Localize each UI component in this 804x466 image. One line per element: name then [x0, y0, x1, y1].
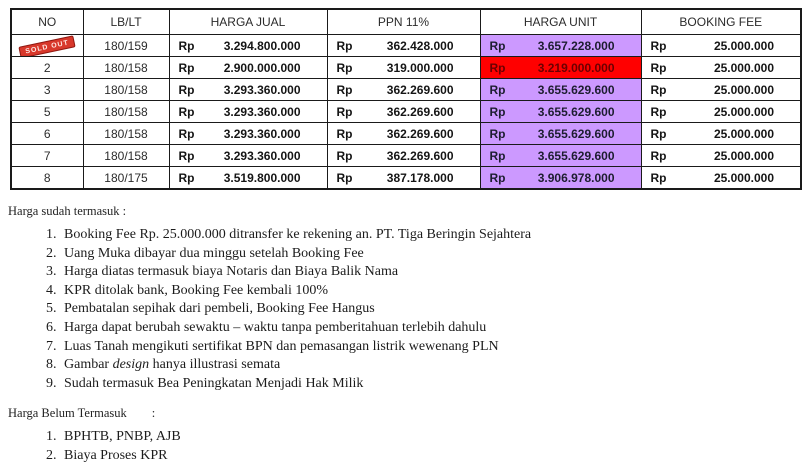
currency-label: Rp	[336, 170, 353, 185]
cell-booking-fee-value: 25.000.000	[713, 148, 774, 163]
table-row	[11, 35, 801, 57]
currency-label: Rp	[178, 170, 195, 185]
cell-booking-fee	[641, 123, 801, 145]
cell-no: 3	[11, 79, 83, 101]
cell-ppn-value: 362.269.600	[386, 148, 454, 163]
cell-lblt: 180/158	[83, 57, 169, 79]
currency-label: Rp	[650, 126, 667, 141]
cell-no: 5	[11, 101, 83, 123]
cell-booking-fee	[641, 35, 801, 57]
cell-booking-fee	[641, 79, 801, 101]
cell-harga-jual-value: 3.293.360.000	[223, 104, 301, 119]
note-item: 4. KPR ditolak bank, Booking Fee kembali 100%	[60, 282, 798, 301]
cell-ppn-value: 362.428.000	[386, 38, 454, 53]
cell-harga-unit-value: 3.655.629.600	[537, 126, 615, 141]
note-item: 6. Harga dapat berubah sewaktu – waktu tanpa pemberitahuan terlebih dahulu	[60, 319, 798, 338]
cell-no: 2	[11, 57, 83, 79]
header-harga-jual: HARGA JUAL	[169, 9, 327, 35]
cell-harga-jual	[169, 167, 327, 190]
cell-harga-jual-value: 2.900.000.000	[223, 60, 301, 75]
currency-label: Rp	[650, 148, 667, 163]
cell-lblt: 180/158	[83, 145, 169, 167]
currency-label: Rp	[336, 60, 353, 75]
cell-lblt: 180/158	[83, 79, 169, 101]
header-lblt: LB/LT	[83, 9, 169, 35]
cell-no	[11, 35, 83, 57]
header-booking-fee: BOOKING FEE	[641, 9, 801, 35]
cell-harga-unit	[480, 35, 641, 57]
note-item: 8. Gambar design hanya illustrasi semata	[60, 356, 798, 375]
cell-harga-unit-value: 3.219.000.000	[537, 60, 615, 75]
cell-harga-unit-value: 3.655.629.600	[537, 148, 615, 163]
cell-no: 7	[11, 145, 83, 167]
price-table	[10, 8, 802, 190]
cell-harga-unit	[480, 57, 641, 79]
currency-label: Rp	[178, 38, 195, 53]
cell-lblt: 180/158	[83, 101, 169, 123]
cell-booking-fee	[641, 101, 801, 123]
cell-harga-jual	[169, 123, 327, 145]
cell-booking-fee-value: 25.000.000	[713, 170, 774, 185]
cell-lblt: 180/175	[83, 167, 169, 190]
currency-label: Rp	[336, 126, 353, 141]
note-item: 3. Harga diatas termasuk biaya Notaris dan Biaya Balik Nama	[60, 263, 798, 282]
note-title-excluded: Harga Belum Termasuk :	[8, 406, 156, 421]
cell-booking-fee-value: 25.000.000	[713, 82, 774, 97]
cell-ppn	[327, 145, 480, 167]
cell-harga-jual	[169, 145, 327, 167]
price-table-header	[11, 9, 801, 35]
cell-ppn-value: 362.269.600	[386, 104, 454, 119]
currency-label: Rp	[336, 38, 353, 53]
note-item: 1. BPHTB, PNBP, AJB	[60, 428, 798, 447]
table-row	[11, 101, 801, 123]
cell-ppn	[327, 79, 480, 101]
sold-out-stamp: SOLD OUT	[19, 35, 76, 56]
cell-harga-jual	[169, 79, 327, 101]
table-row	[11, 79, 801, 101]
cell-lblt: 180/158	[83, 123, 169, 145]
cell-harga-unit-value: 3.657.228.000	[537, 38, 615, 53]
note-item: 7. Luas Tanah mengikuti sertifikat BPN dan pemasangan listrik wewenang PLN	[60, 338, 798, 357]
cell-harga-unit	[480, 145, 641, 167]
currency-label: Rp	[178, 104, 195, 119]
currency-label: Rp	[489, 60, 506, 75]
cell-harga-unit	[480, 123, 641, 145]
currency-label: Rp	[178, 60, 195, 75]
note-list-included	[8, 226, 798, 393]
currency-label: Rp	[178, 148, 195, 163]
note-item: 1. Booking Fee Rp. 25.000.000 ditransfer ke rekening an. PT. Tiga Beringin Sejahtera	[60, 226, 798, 245]
cell-harga-unit-value: 3.655.629.600	[537, 82, 615, 97]
cell-harga-unit-value: 3.655.629.600	[537, 104, 615, 119]
cell-harga-jual-value: 3.293.360.000	[223, 82, 301, 97]
cell-harga-jual-value: 3.519.800.000	[223, 170, 301, 185]
currency-label: Rp	[489, 104, 506, 119]
currency-label: Rp	[650, 60, 667, 75]
note-item: 5. Pembatalan sepihak dari pembeli, Booking Fee Hangus	[60, 300, 798, 319]
cell-ppn	[327, 101, 480, 123]
price-table-body	[11, 35, 801, 190]
currency-label: Rp	[650, 104, 667, 119]
header-no: NO	[11, 9, 83, 35]
cell-lblt: 180/159	[83, 35, 169, 57]
cell-ppn-value: 362.269.600	[386, 82, 454, 97]
cell-booking-fee-value: 25.000.000	[713, 104, 774, 119]
cell-ppn	[327, 57, 480, 79]
cell-ppn-value: 319.000.000	[386, 60, 454, 75]
currency-label: Rp	[336, 104, 353, 119]
table-row	[11, 57, 801, 79]
cell-no: 6	[11, 123, 83, 145]
cell-ppn	[327, 35, 480, 57]
note-item: 2. Biaya Proses KPR	[60, 447, 798, 466]
table-row	[11, 123, 801, 145]
cell-harga-unit	[480, 167, 641, 190]
cell-harga-jual	[169, 101, 327, 123]
currency-label: Rp	[336, 148, 353, 163]
cell-ppn	[327, 167, 480, 190]
cell-harga-unit	[480, 79, 641, 101]
note-block-included	[8, 204, 798, 393]
currency-label: Rp	[489, 38, 506, 53]
currency-label: Rp	[489, 148, 506, 163]
cell-booking-fee	[641, 145, 801, 167]
cell-booking-fee-value: 25.000.000	[713, 60, 774, 75]
currency-label: Rp	[489, 170, 506, 185]
cell-harga-unit	[480, 101, 641, 123]
cell-harga-unit-value: 3.906.978.000	[537, 170, 615, 185]
currency-label: Rp	[650, 170, 667, 185]
table-row	[11, 167, 801, 190]
note-list-excluded	[8, 428, 798, 465]
header-ppn: PPN 11%	[327, 9, 480, 35]
cell-ppn	[327, 123, 480, 145]
currency-label: Rp	[178, 126, 195, 141]
currency-label: Rp	[489, 82, 506, 97]
cell-booking-fee-value: 25.000.000	[713, 126, 774, 141]
header-harga-unit: HARGA UNIT	[480, 9, 641, 35]
currency-label: Rp	[336, 82, 353, 97]
cell-booking-fee	[641, 57, 801, 79]
note-item: 2. Uang Muka dibayar dua minggu setelah Booking Fee	[60, 245, 798, 264]
cell-booking-fee-value: 25.000.000	[713, 38, 774, 53]
cell-harga-jual-value: 3.294.800.000	[223, 38, 301, 53]
table-row	[11, 145, 801, 167]
note-block-excluded	[8, 406, 798, 465]
cell-booking-fee	[641, 167, 801, 190]
cell-harga-jual	[169, 35, 327, 57]
notes-section	[8, 204, 798, 466]
currency-label: Rp	[650, 38, 667, 53]
cell-harga-jual-value: 3.293.360.000	[223, 126, 301, 141]
cell-ppn-value: 387.178.000	[386, 170, 454, 185]
cell-harga-jual-value: 3.293.360.000	[223, 148, 301, 163]
note-item: 9. Sudah termasuk Bea Peningkatan Menjadi Hak Milik	[60, 375, 798, 394]
cell-no: 8	[11, 167, 83, 190]
currency-label: Rp	[489, 126, 506, 141]
cell-ppn-value: 362.269.600	[386, 126, 454, 141]
note-title-included: Harga sudah termasuk :	[8, 204, 127, 218]
currency-label: Rp	[178, 82, 195, 97]
cell-harga-jual	[169, 57, 327, 79]
currency-label: Rp	[650, 82, 667, 97]
